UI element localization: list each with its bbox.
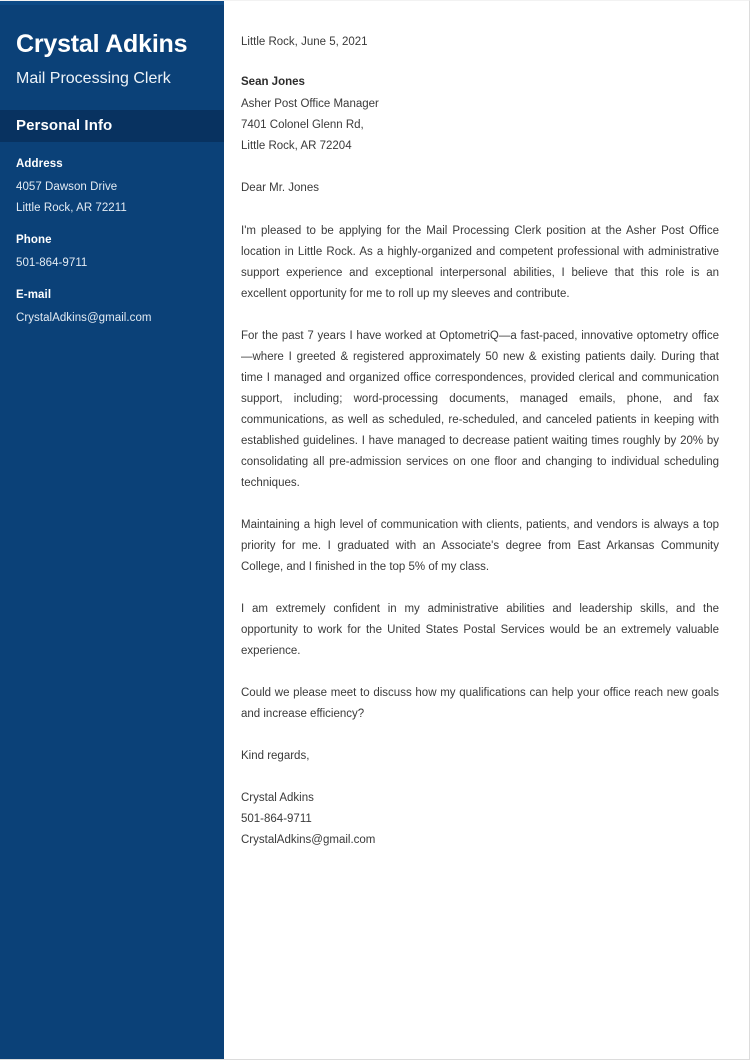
letter-content-column [241,34,719,852]
letter-paragraph-2: For the past 7 years I have worked at OptometriQ—a fast-paced, innovative optometry office—where I greeted & registered approximately 50 new & existing patients daily. During that time I managed and organized office correspondences, provided clerical and communication support, including; word-processing documents, managed emails, phone, and fax communications, as well as scheduled, re-scheduled, and canceled patients in keeping with established guidelines. I have managed to decrease patient waiting times roughly by 20% by consolidating all pre-admission services on one floor and changing to individual scheduling techniques. [241,329,719,489]
sidebar-top-accent-band [0,1,224,5]
sidebar-field-email [16,289,208,329]
recipient-city-state-zip: Little Rock, AR 72204 [241,140,352,153]
signature-email: CrystalAdkins@gmail.com [241,834,376,847]
signature-phone: 501-864-9711 [241,813,312,826]
sidebar-field-value-phone: 501-864-9711 [16,257,88,270]
sidebar-field-label-address: Address [16,157,63,170]
letter-body [224,1,749,1059]
letter-closing: Kind regards, [241,749,310,762]
sidebar [0,1,224,1059]
sidebar-field-value-address-street: 4057 Dawson Drive [16,180,118,193]
signature-name: Crystal Adkins [241,791,314,804]
letter-paragraph-4: I am extremely confident in my administrative abilities and leadership skills, and the opportunity to work for the United States Postal Services would be an extremely valuable experience. [241,602,719,657]
sidebar-field-label-phone: Phone [16,234,52,247]
sidebar-personal-info-body [0,142,224,330]
sidebar-personal-info-header [0,110,224,142]
sidebar-section-title: Personal Info [16,117,113,135]
sidebar-field-label-email: E-mail [16,289,52,302]
letter-date: Little Rock, June 5, 2021 [241,36,368,48]
sidebar-field-value-email: CrystalAdkins@gmail.com [16,312,152,325]
recipient-street: 7401 Colonel Glenn Rd, [241,118,364,131]
recipient-address-block [241,72,719,157]
recipient-title: Asher Post Office Manager [241,97,379,110]
recipient-name: Sean Jones [241,76,305,89]
letter-paragraph-5: Could we please meet to discuss how my qualifications can help your office reach new goals and increase efficiency? [241,686,719,720]
letter-signature-block [241,788,719,852]
sidebar-applicant-name: Crystal Adkins [16,30,188,58]
letter-salutation: Dear Mr. Jones [241,182,319,195]
letter-paragraph-3: Maintaining a high level of communication with clients, patients, and vendors is always a top priority for me. I graduated with an Associate's degree from East Arkansas Community College, and I finished in the top 5% of my class. [241,518,719,573]
sidebar-job-title: Mail Processing Clerk [16,69,171,87]
sidebar-field-phone [16,234,208,274]
sidebar-field-value-address-city: Little Rock, AR 72211 [16,201,127,214]
letter-paragraph-1: I'm pleased to be applying for the Mail Processing Clerk position at the Asher Post Office location in Little Rock. As a highly-organized and competent professional with administrative support experience and exceptional interpersonal abilities, I believe that this role is an excellent opportunity for me to roll up my sleeves and contribute. [241,224,719,300]
sidebar-field-address [16,158,208,220]
